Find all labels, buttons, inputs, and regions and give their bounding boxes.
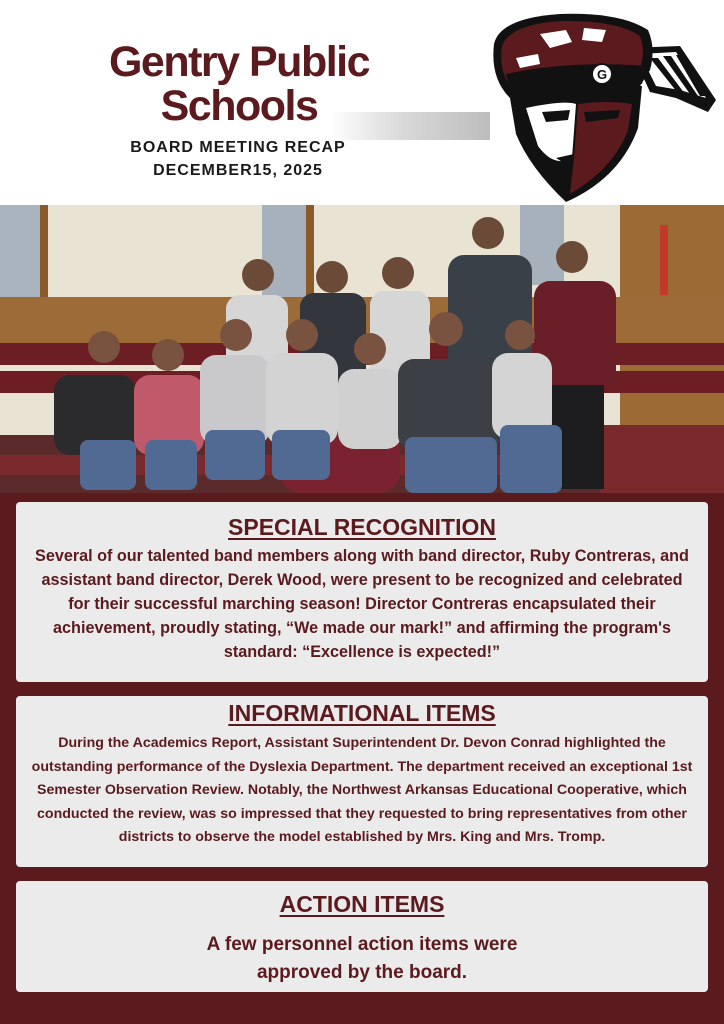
title-line-2: Schools <box>160 82 318 130</box>
action-items-heading: ACTION ITEMS <box>279 891 445 917</box>
group-photo <box>0 205 724 493</box>
action-items-text: A few personnel action items were approved by the board. <box>206 934 518 983</box>
page-subtitle <box>100 136 376 182</box>
subtitle-date: DECEMBER15, 2025 <box>153 162 323 179</box>
header <box>0 0 724 205</box>
mascot-logo-icon <box>480 8 720 204</box>
informational-items-text: During the Academics Report, Assistant Superintendent Dr. Devon Conrad highlighted the outstanding performance of the Dyslexia Department. The department received an exceptional 1st Semester Observation Review. Notably, the Northwest Arkansas Educational Cooperative, which conducted the review, was so impressed that they requested to bring representatives from other districts to observe the model established by Mrs. King and Mrs. Tromp. <box>31 735 693 845</box>
title-line-1: Gentry Public <box>108 38 370 86</box>
page-title <box>80 40 398 128</box>
special-recognition-text: Several of our talented band members along with band director, Ruby Contreras, and assistant band director, Derek Wood, were present to be recognized and celebrated for their successful marching season! Director Contreras encapsulated their achievement, proudly stating, “We made our mark!” and affirming the program's standard: “Excellence is expected!” <box>35 547 689 661</box>
informational-items-card <box>16 696 708 867</box>
subtitle-line-1: BOARD MEETING RECAP <box>130 139 346 156</box>
informational-items-heading: INFORMATIONAL ITEMS <box>228 700 496 726</box>
logo-letter: G <box>596 67 608 82</box>
action-items-card <box>16 881 708 992</box>
special-recognition-card <box>16 502 708 682</box>
special-recognition-heading: SPECIAL RECOGNITION <box>228 514 496 540</box>
